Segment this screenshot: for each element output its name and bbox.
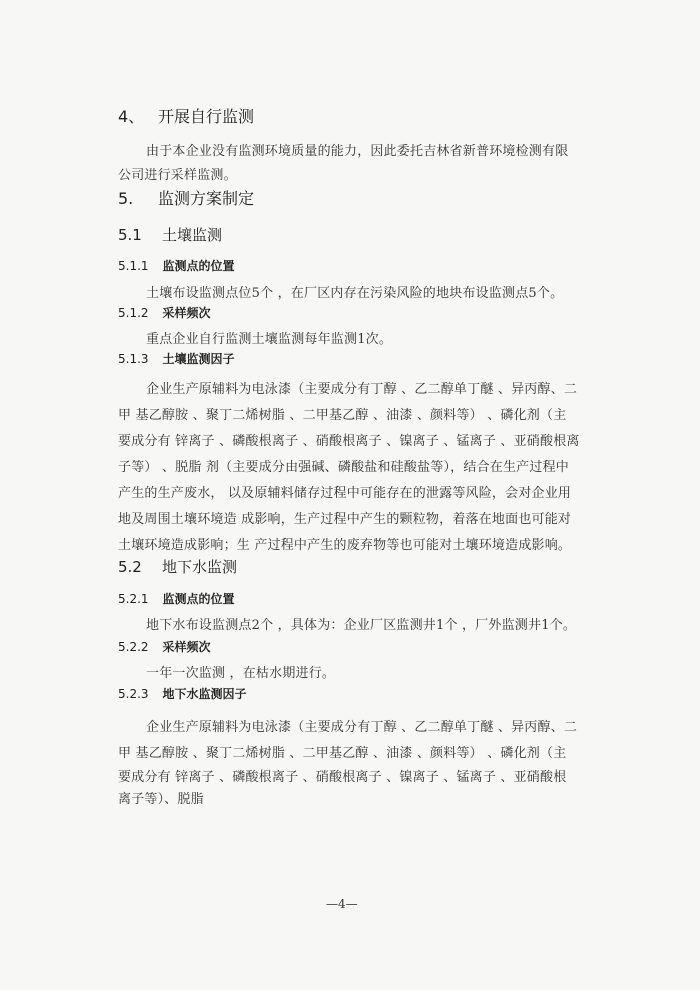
paragraph-line: 由于本企业没有监测环境质量的能力，因此委托吉林省新普环境检测有限 (146, 144, 569, 159)
paragraph-line: 子等） 、脱脂 剂（主要成分由强碱、磷酸盐和硅酸盐等），结合在生产过程中 (118, 460, 569, 475)
section-title: 采样频次 (162, 640, 211, 654)
section-5-1-3-heading (118, 350, 235, 367)
paragraph-line: 要成分有 锌离子 、磷酸根离子 、硝酸根离子 、镍离子 、锰离子 、亚硝酸根离 (118, 434, 580, 449)
paragraph-line: 一年一次监测 ，在枯水期进行。 (146, 666, 336, 681)
section-4-heading (118, 104, 254, 127)
section-title: 监测点的位置 (162, 259, 235, 273)
section-number: 5.1.2 (118, 306, 149, 320)
section-number: 5.2 (118, 558, 142, 576)
section-title: 地下水监测 (162, 558, 238, 576)
paragraph-line: 土壤环境造成影响；生 产过程中产生的废弃物等也可能对土壤环境造成影响。 (118, 538, 572, 553)
section-5-1-2-heading (118, 304, 211, 321)
section-title: 地下水监测因子 (162, 687, 247, 701)
section-5-2-1-heading (118, 590, 235, 607)
section-5-1-heading (118, 224, 222, 245)
section-number: 5.2.3 (118, 687, 149, 701)
section-5-2-heading (118, 556, 237, 577)
page-number: —4— (326, 897, 358, 911)
section-title: 监测点的位置 (162, 592, 235, 606)
section-number: 5.2.1 (118, 592, 149, 606)
section-title: 开展自行监测 (158, 107, 255, 126)
paragraph-line: 甲 基乙醇胺 、聚丁二烯树脂 、二甲基乙醇 、油漆 、颜料等） 、磷化剂（主 (118, 408, 567, 423)
paragraph-line: 地下水布设监测点2个 ，具体为：企业厂区监测井1个 ，厂外监测井1个。 (146, 618, 577, 633)
section-5-heading (118, 186, 254, 209)
paragraph-line: 地及周围土壤环境造 成影响，生产过程中产生的颗粒物，着落在地面也可能对 (118, 512, 572, 527)
paragraph-line: 产生的生产废水， 以及原辅料储存过程中可能存在的泄露等风险，会对企业用 (118, 486, 572, 501)
section-number: 5. (118, 189, 134, 208)
paragraph-line: 企业生产原辅料为电泳漆（主要成分有丁醇 、乙二醇单丁醚 、异丙醇、二 (146, 720, 578, 735)
section-5-1-1-heading (118, 257, 235, 274)
paragraph-line: 重点企业自行监测土壤监测每年监测1次。 (146, 332, 393, 347)
paragraph-line: 土壤布设监测点位5个 ，在厂区内存在污染风险的地块布设监测点5个。 (146, 286, 564, 301)
paragraph-line: 离子等）、脱脂 (118, 792, 204, 807)
section-5-2-3-heading (118, 685, 247, 702)
paragraph-line: 甲 基乙醇胺 、聚丁二烯树脂 、二甲基乙醇 、油漆 、颜料等） 、磷化剂（主 (118, 746, 567, 761)
section-title: 采样频次 (162, 306, 211, 320)
section-number: 4、 (118, 107, 145, 126)
section-title: 土壤监测 (162, 226, 223, 244)
section-title: 土壤监测因子 (162, 352, 235, 366)
paragraph-line: 公司进行采样监测。 (118, 168, 237, 183)
section-number: 5.1.1 (118, 259, 149, 273)
paragraph-line: 要成分有 锌离子 、磷酸根离子 、硝酸根离子 、镍离子 、锰离子 、亚硝酸根 (118, 770, 567, 785)
section-number: 5.1.3 (118, 352, 149, 366)
section-5-2-2-heading (118, 638, 211, 655)
section-title: 监测方案制定 (158, 189, 255, 208)
paragraph-line: 企业生产原辅料为电泳漆（主要成分有丁醇 、乙二醇单丁醚 、异丙醇、二 (146, 382, 578, 397)
section-number: 5.1 (118, 226, 142, 244)
section-number: 5.2.2 (118, 640, 149, 654)
